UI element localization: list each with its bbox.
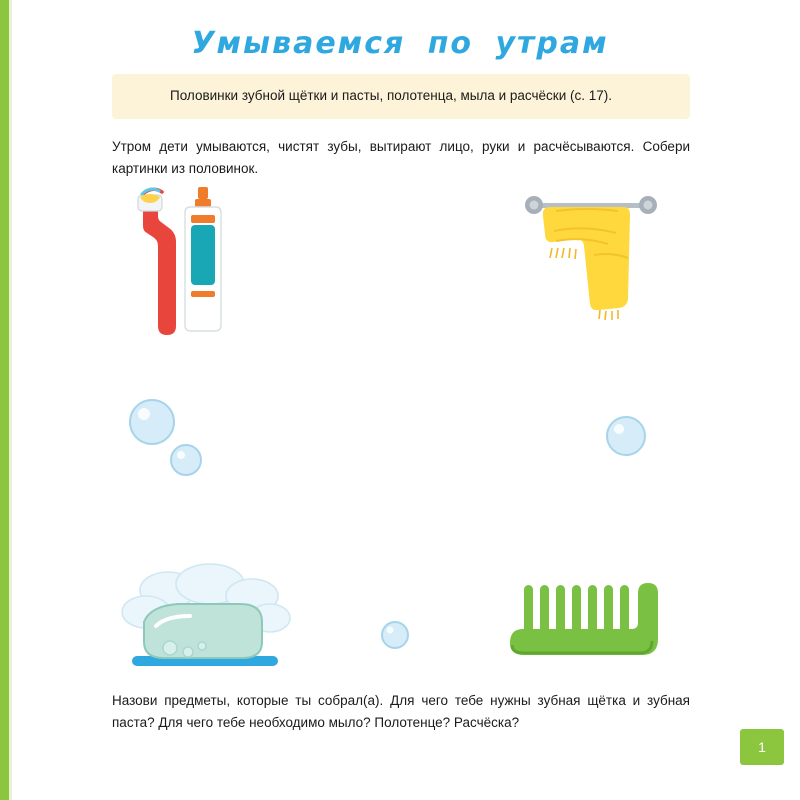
towel-image [520, 185, 680, 370]
page-number-badge: 1 [740, 729, 784, 765]
soap-bubble-center-image [375, 615, 419, 664]
toothbrush-and-toothpaste-image [120, 185, 310, 360]
soap-bubble-right-image [600, 410, 660, 475]
task-instruction-box [112, 74, 690, 119]
soap-bubbles-image [120, 390, 230, 495]
page-title: Умываемся по утрам [191, 26, 609, 61]
comb-image [500, 565, 680, 680]
task-instruction-text: Половинки зубной щётки и пасты, полотенца, мыла и расчёски (с. 17). [170, 88, 613, 103]
intro-line-1: Утром дети умываются, чистят зубы, вытирают лицо, руки и расчёсываются. [112, 139, 635, 154]
page-spine-highlight [9, 0, 12, 800]
footer-line-2: Полотенце? Расчёска? [374, 714, 520, 730]
intro-paragraph [112, 136, 690, 179]
page-spine [0, 0, 9, 800]
soap-image [110, 560, 310, 695]
footer-line-1: Назови предметы, которые ты собрал(а). Для чего тебе нужны зубная щётка и зубная паста? Для чего тебе необходимо мыло? [112, 693, 690, 730]
intro-line-2: Собери картинки из половинок. [112, 139, 690, 176]
footer-questions [112, 690, 690, 733]
